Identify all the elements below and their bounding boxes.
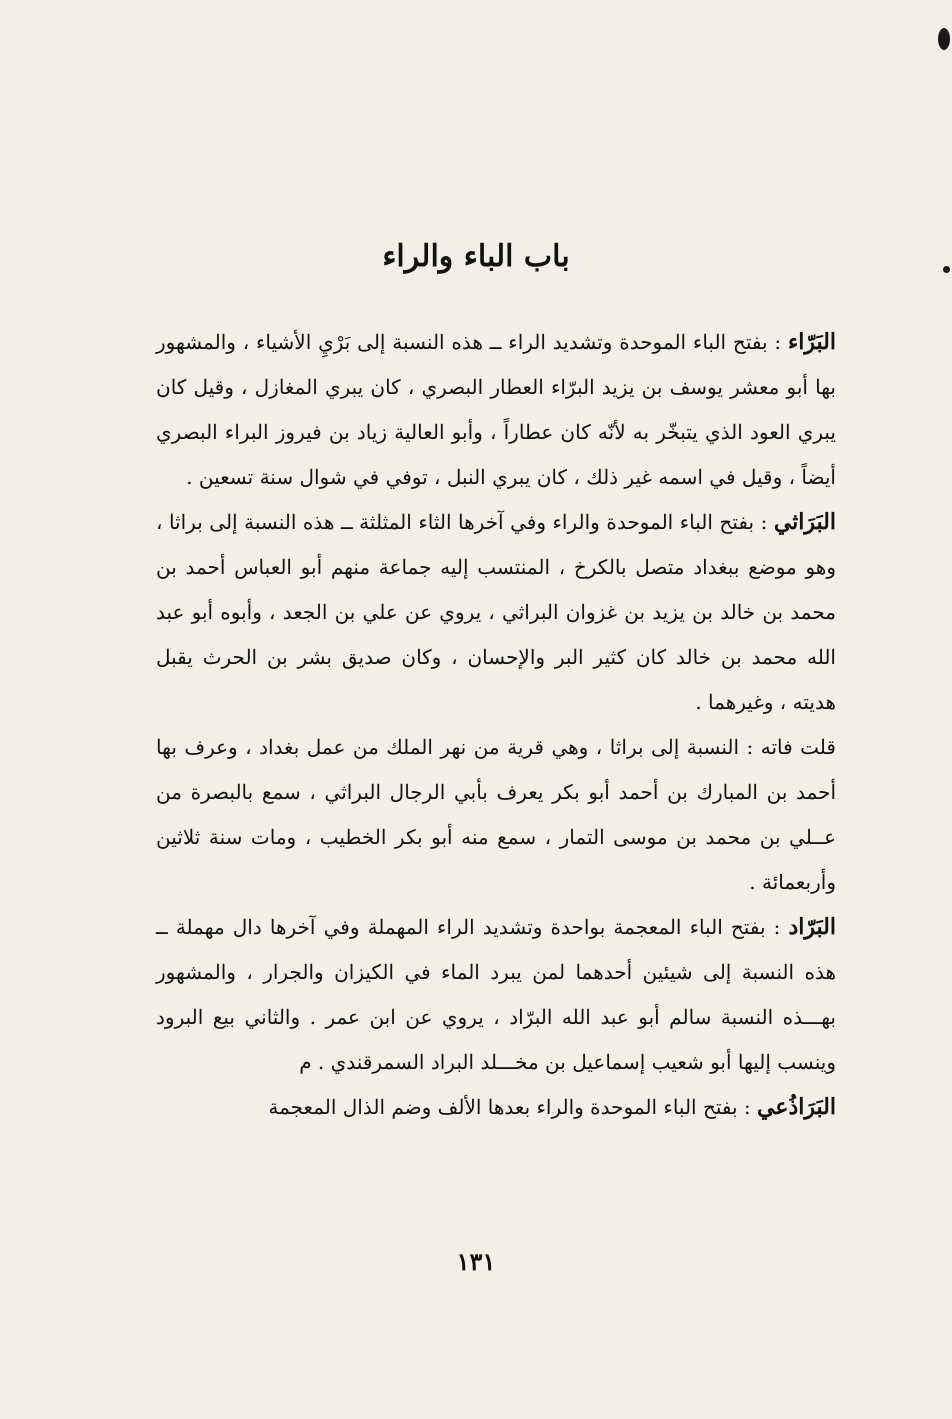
entry-baradhi bbox=[156, 1085, 836, 1130]
entry-text: : بفتح الباء المعجمة بواحدة وتشديد الراء المهملة وفي آخرها دال مهملة ــ هذه النسبة إلى شيئين أحدهما لمن يبرد الماء في الكيزان والجرار ، والمشهور بهـــذه النسبة سالم أبو عبد الله البرّاد ، يروي عن ابن عمر . والثاني بيع البرود وينسب إليها أبو شعيب إسماعيل بن مخـــلد البراد السمرقندي . م bbox=[156, 915, 836, 1074]
entry-text: : بفتح الباء الموحدة وتشديد الراء ــ هذه النسبة إلى بَرْيِ الأشياء ، والمشهور بها أبو معشر يوسف بن يزيد البرّاء العطار البصري ، كان يبري المغازل ، وقيل كان يبري العود الذي يتبخّر به لأنّه كان عطاراً ، وأبو العالية زياد بن فيروز البراء البصري أيضاً ، وقيل في اسمه غير ذلك ، كان يبري النبل ، توفي في شوال سنة تسعين . bbox=[156, 330, 836, 489]
entry-note bbox=[156, 725, 836, 905]
chapter-title: باب الباء والراء bbox=[382, 239, 570, 274]
entry-text: : بفتح الباء الموحدة والراء بعدها الألف وضم الذال المعجمة bbox=[268, 1095, 758, 1119]
entry-barra bbox=[156, 320, 836, 500]
entry-barathi bbox=[156, 500, 836, 725]
ink-speck bbox=[938, 28, 950, 50]
entry-headword: البَرّاد bbox=[788, 914, 836, 940]
page-number: ١٣١ bbox=[456, 1247, 496, 1276]
entries-text bbox=[156, 320, 836, 1130]
entry-text: : بفتح الباء الموحدة والراء وفي آخرها الثاء المثلثة ــ هذه النسبة إلى براثا ، وهو موضع ببغداد متصل بالكرخ ، المنتسب إليه جماعة منهم أبو العباس أحمد بن محمد بن خالد بن يزيد بن غزوان البراثي ، يروي عن علي بن الجعد ، وأبوه أبو عبد الله محمد بن خالد كان كثير البر والإحسان ، وكان صديق بشر بن الحرث يقبل هديته ، وغيرهما . bbox=[156, 510, 836, 714]
entry-headword: البَرَاثي bbox=[773, 509, 836, 535]
entry-headword: البَرَاذُعي bbox=[757, 1094, 836, 1120]
entry-text: قلت فاته : النسبة إلى براثا ، وهي قرية من نهر الملك من عمل بغداد ، وعرف بها أحمد بن المبارك بن أحمد أبو بكر يعرف بأبي الرجال البراثي ، سمع بالبصرة من عــلي بن محمد بن موسى التمار ، سمع منه أبو بكر الخطيب ، ومات سنة ثلاثين وأربعمائة . bbox=[156, 735, 836, 894]
entry-barrad bbox=[156, 905, 836, 1085]
entry-headword: البَرّاء bbox=[787, 329, 836, 355]
